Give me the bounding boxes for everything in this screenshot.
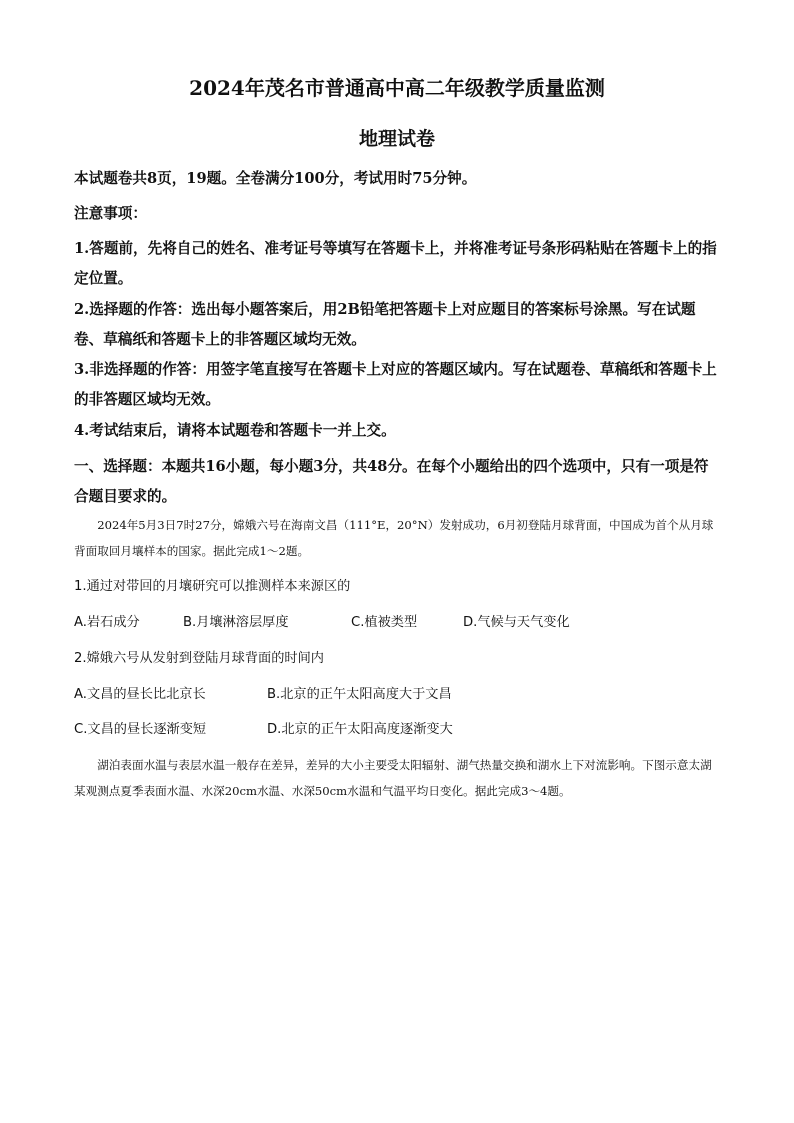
notice-item-1: 1.答题前，先将自己的姓名、准考证号等填写在答题卡上，并将准考证号条形码粘贴在答题卡上的指定位置。 [74,240,717,287]
q2-option-c: C.文昌的昼长逐渐变短 [74,722,207,737]
q2-option-b: B.北京的正午太阳高度大于文昌 [267,687,452,702]
q1-option-d: D.气候与天气变化 [463,615,570,630]
exam-title: 2024年茂名市普通高中高二年级教学质量监测 [189,76,605,100]
question-1-stem: 1.通过对带回的月壤研究可以推测样本来源区的 [74,579,351,594]
question-2-options-row-2 [74,717,734,743]
question-2-stem: 2.嫦娥六号从发射到登陆月球背面的时间内 [74,651,324,666]
notice-item-4: 4.考试结束后，请将本试题卷和答题卡一并上交。 [74,422,396,439]
notice-heading: 注意事项： [74,205,147,222]
q1-option-a: A.岩石成分 [74,615,140,630]
notice-item-2: 2.选择题的作答：选出每小题答案后，用2B铅笔把答题卡上对应题目的答案标号涂黑。写在试题卷、草稿纸和答题卡上的非答题区域均无效。 [74,301,696,348]
section-heading: 一、选择题：本题共16小题，每小题3分，共48分。在每个小题给出的四个选项中，只有一项是符合题目要求的。 [74,458,709,505]
question-2-options-row-1 [74,682,734,708]
notice-item-3: 3.非选择题的作答：用签字笔直接写在答题卡上对应的答题区域内。写在试题卷、草稿纸和答题卡上的非答题区域均无效。 [74,361,717,408]
q2-option-a: A.文昌的昼长比北京长 [74,687,206,702]
material-1: 2024年5月3日7时27分，嫦娥六号在海南文昌（111°E，20°N）发射成功，6月初登陆月球背面，中国成为首个从月球背面取回月壤样本的国家。据此完成1～2题。 [74,518,714,558]
q2-option-d: D.北京的正午太阳高度逐渐变大 [267,722,453,737]
exam-info: 本试题卷共8页，19题。全卷满分100分，考试用时75分钟。 [74,170,477,187]
material-2: 湖泊表面水温与表层水温一般存在差异，差异的大小主要受太阳辐射、湖气热量交换和湖水上下对流影响。下图示意太湖某观测点夏季表面水温、水深20cm水温、水深50cm水温和气温平均日变化。据此完成3～4题。 [74,758,712,798]
subject-title: 地理试卷 [358,128,435,150]
q1-option-c: C.植被类型 [351,615,418,630]
q1-option-b: B.月壤淋溶层厚度 [183,615,289,630]
question-1-options [74,610,734,636]
